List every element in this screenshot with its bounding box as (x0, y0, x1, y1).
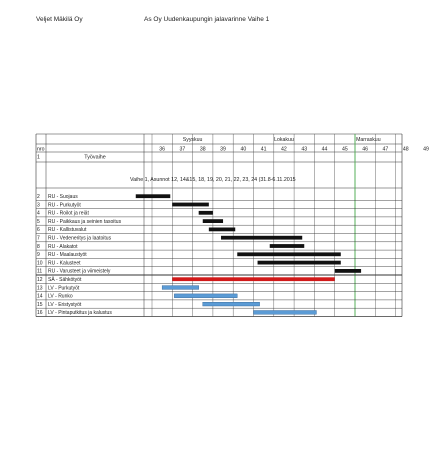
task-bar (237, 252, 341, 256)
task-bar (258, 261, 341, 265)
task-name: RU - Purkutyöt (48, 202, 81, 209)
task-bar (254, 311, 317, 315)
task-nro: 15 (37, 301, 43, 308)
task-name: RU - Kallistuvalut (48, 227, 87, 234)
task-bar (174, 294, 237, 298)
task-name: LV - Eristystyöt (48, 301, 82, 308)
month-label: Syyskuu (182, 137, 203, 143)
task-nro: 7 (37, 235, 40, 242)
week-number: 37 (179, 146, 186, 153)
week-number: 38 (199, 146, 206, 153)
task-name: LV - Purkutyöt (48, 285, 80, 292)
week-number: 43 (301, 146, 308, 153)
week-number: 36 (159, 146, 166, 153)
task-name: RU - Maalaustyöt (48, 252, 87, 259)
task-name: RU - Alakatot (48, 243, 78, 250)
task-nro: 3 (37, 202, 40, 209)
project-title: As Oy Uudenkaupungin jalavarinne Vaihe 1 (144, 16, 270, 23)
task-nro: 8 (37, 243, 40, 250)
week-number: 42 (281, 146, 287, 153)
week-number: 47 (382, 146, 389, 153)
task-bar (162, 286, 199, 290)
task-nro: 16 (37, 310, 43, 317)
week-number: 46 (362, 146, 369, 153)
task-bar (199, 211, 213, 215)
week-number: 45 (341, 146, 348, 153)
week-number: 44 (321, 146, 328, 153)
task-nro: 2 (37, 194, 40, 200)
task-nro: 10 (37, 260, 43, 267)
month-label: Lokakuu (274, 137, 294, 143)
company-name: Veljet Mäkilä Oy (36, 16, 83, 23)
task-bar (209, 228, 235, 232)
task-name: RU - Varusteet ja viimeistely (48, 268, 111, 275)
nro-header: nro (37, 146, 45, 153)
task-nro: 12 (37, 277, 43, 283)
week-number: 39 (220, 146, 226, 153)
task-nro: 9 (37, 252, 40, 259)
task-name: RU - Paikkaus ja seinien tasoitus (48, 218, 122, 225)
week-number: 40 (240, 146, 247, 153)
task-name: LV - Runko (48, 293, 73, 300)
task-nro: 13 (37, 285, 43, 292)
week-number: 49 (423, 146, 429, 153)
task-nro: 11 (37, 268, 43, 275)
task-nro: 5 (37, 218, 40, 225)
week-number: 41 (260, 146, 267, 153)
task-bar (335, 269, 361, 273)
month-label: Marraskuu (356, 137, 381, 143)
task-bar (172, 277, 334, 281)
task-bar (203, 302, 260, 306)
task-name: RU - Suojaus (48, 194, 78, 200)
task-nro: 4 (37, 210, 40, 217)
task-bar (270, 244, 305, 248)
task-name: RU - Vedeneritys ja laatoitus (48, 235, 112, 242)
task-nro: 14 (37, 293, 43, 300)
nro-first: 1 (37, 154, 40, 161)
task-column-header: Työvaihe (84, 154, 106, 161)
phase-note: Vaihe 1, Asunnot 12, 14&15, 18, 19, 20, 21, 22, 23, 24 (31.8-6.11.2015 (130, 177, 296, 183)
task-nro: 6 (37, 227, 40, 234)
task-name: SÄ - Sähkötyöt (48, 277, 82, 283)
task-name: RU - Roilot ja reiät (48, 210, 89, 217)
task-bar (172, 203, 209, 207)
task-name: LV - Pintaputkitus ja kalustus (48, 310, 112, 317)
task-bar (203, 219, 223, 223)
task-bar (221, 236, 302, 240)
task-bar (136, 194, 171, 198)
task-name: RU - Kalusteet (48, 260, 81, 267)
week-number: 48 (402, 146, 409, 153)
